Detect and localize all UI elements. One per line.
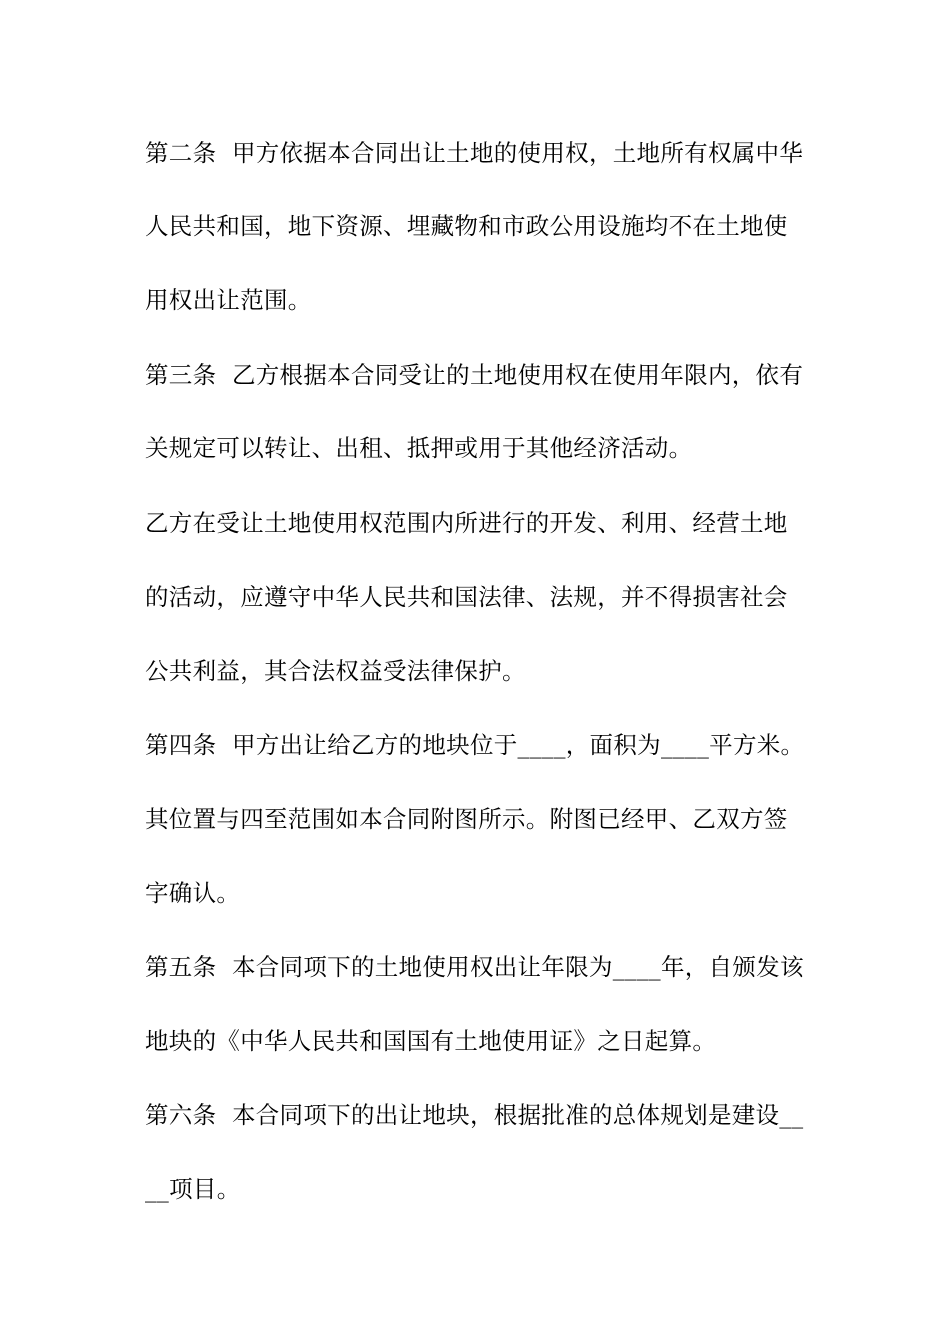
text-line: 乙方在受让土地使用权范围内所进行的开发、利用、经营土地 bbox=[145, 509, 788, 537]
text-line: 其位置与四至范围如本合同附图所示。附图已经甲、乙双方签 bbox=[145, 805, 788, 833]
text-line: 人民共和国，地下资源、埋藏物和市政公用设施均不在土地使 bbox=[145, 212, 788, 240]
text-line: 第五条 本合同项下的土地使用权出让年限为____年，自颁发该 bbox=[145, 953, 804, 981]
text-line: 第六条 本合同项下的出让地块，根据批准的总体规划是建设__ bbox=[145, 1101, 804, 1129]
text-line: 第二条 甲方依据本合同出让土地的使用权，土地所有权属中华 bbox=[145, 139, 804, 167]
text-line: 地块的《中华人民共和国国有土地使用证》之日起算。 bbox=[145, 1027, 717, 1055]
text-line: 关规定可以转让、出租、抵押或用于其他经济活动。 bbox=[145, 434, 693, 462]
text-line: __项目。 bbox=[145, 1175, 241, 1203]
text-line: 用权出让范围。 bbox=[145, 286, 312, 314]
text-line: 字确认。 bbox=[145, 879, 241, 907]
text-line: 第三条 乙方根据本合同受让的土地使用权在使用年限内，依有 bbox=[145, 361, 804, 389]
text-line: 公共利益，其合法权益受法律保护。 bbox=[145, 657, 526, 685]
text-line: 的活动，应遵守中华人民共和国法律、法规，并不得损害社会 bbox=[145, 583, 788, 611]
text-line: 第四条 甲方出让给乙方的地块位于____，面积为____平方米。 bbox=[145, 731, 805, 759]
